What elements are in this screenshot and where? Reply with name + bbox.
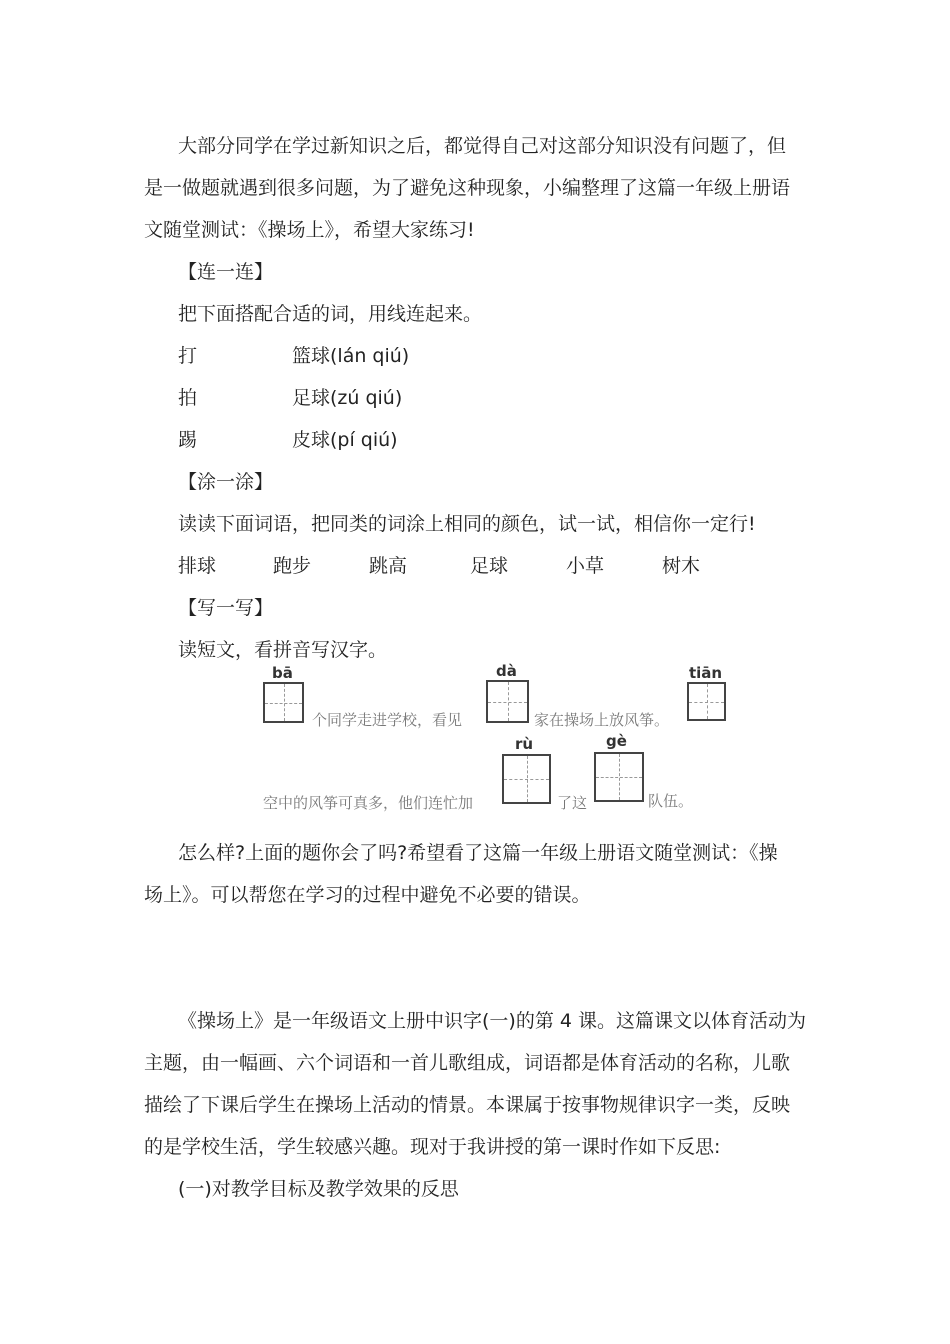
color-word-1: 排球 xyxy=(178,555,217,577)
exercise-text-4: 了这 xyxy=(557,794,588,812)
exercise-text-1: 个同学走进学校，看见 xyxy=(312,711,463,729)
section-heading-write: 【写一写】 xyxy=(178,597,274,619)
section-heading-color: 【涂一涂】 xyxy=(178,471,274,493)
connect-instruction: 把下面搭配合适的词，用线连起来。 xyxy=(178,303,483,325)
write-instruction: 读短文，看拼音写汉字。 xyxy=(178,639,388,661)
outro-line-2: 场上》。可以帮您在学习的过程中避免不必要的错误。 xyxy=(144,884,591,906)
char-box-3[interactable] xyxy=(687,682,726,721)
connect-noun-2: 足球(zú qiú) xyxy=(292,387,403,409)
outro-line-1: 怎么样?上面的题你会了吗?希望看了这篇一年级上册语文随堂测试：《操 xyxy=(178,842,778,864)
reflection-line-2: 主题，由一幅画、六个词语和一首儿歌组成，词语都是体育活动的名称，儿歌 xyxy=(144,1052,791,1074)
color-word-2: 跑步 xyxy=(273,555,312,577)
connect-noun-1: 篮球(lán qiú) xyxy=(292,345,410,367)
intro-line-1: 大部分同学在学过新知识之后，都觉得自己对这部分知识没有问题了，但 xyxy=(178,135,787,157)
exercise-text-3: 空中的风筝可真多，他们连忙加 xyxy=(263,794,474,812)
intro-line-3: 文随堂测试：《操场上》，希望大家练习! xyxy=(144,219,475,241)
connect-verb-2: 拍 xyxy=(178,387,198,409)
color-instruction: 读读下面词语，把同类的词涂上相同的颜色，试一试，相信你一定行! xyxy=(178,513,756,535)
color-word-4: 足球 xyxy=(470,555,509,577)
reflection-line-1: 《操场上》是一年级语文上册中识字(一)的第 4 课。这篇课文以体育活动为 xyxy=(178,1010,806,1032)
char-box-2[interactable] xyxy=(486,680,529,723)
pinyin-ba: bā xyxy=(272,664,293,682)
connect-noun-3: 皮球(pí qiú) xyxy=(292,429,398,451)
section-heading-connect: 【连一连】 xyxy=(178,261,274,283)
connect-verb-1: 打 xyxy=(178,345,198,367)
exercise-text-5: 队伍。 xyxy=(648,792,694,810)
connect-verb-3: 踢 xyxy=(178,429,198,451)
char-box-5[interactable] xyxy=(594,752,644,802)
pinyin-ru: rù xyxy=(515,735,534,753)
intro-line-2: 是一做题就遇到很多问题，为了避免这种现象，小编整理了这篇一年级上册语 xyxy=(144,177,791,199)
pinyin-tian: tiān xyxy=(689,664,723,682)
color-word-6: 树木 xyxy=(662,555,701,577)
char-box-4[interactable] xyxy=(502,754,551,804)
pinyin-ge: gè xyxy=(606,732,627,750)
exercise-text-2: 家在操场上放风筝。 xyxy=(534,711,670,729)
reflection-subheading: (一)对教学目标及教学效果的反思 xyxy=(178,1178,459,1200)
pinyin-da: dà xyxy=(496,662,517,680)
char-box-1[interactable] xyxy=(263,682,304,723)
color-word-5: 小草 xyxy=(566,555,605,577)
reflection-line-4: 的是学校生活，学生较感兴趣。现对于我讲授的第一课时作如下反思: xyxy=(144,1136,721,1158)
reflection-line-3: 描绘了下课后学生在操场上活动的情景。本课属于按事物规律识字一类，反映 xyxy=(144,1094,791,1116)
color-word-3: 跳高 xyxy=(369,555,408,577)
